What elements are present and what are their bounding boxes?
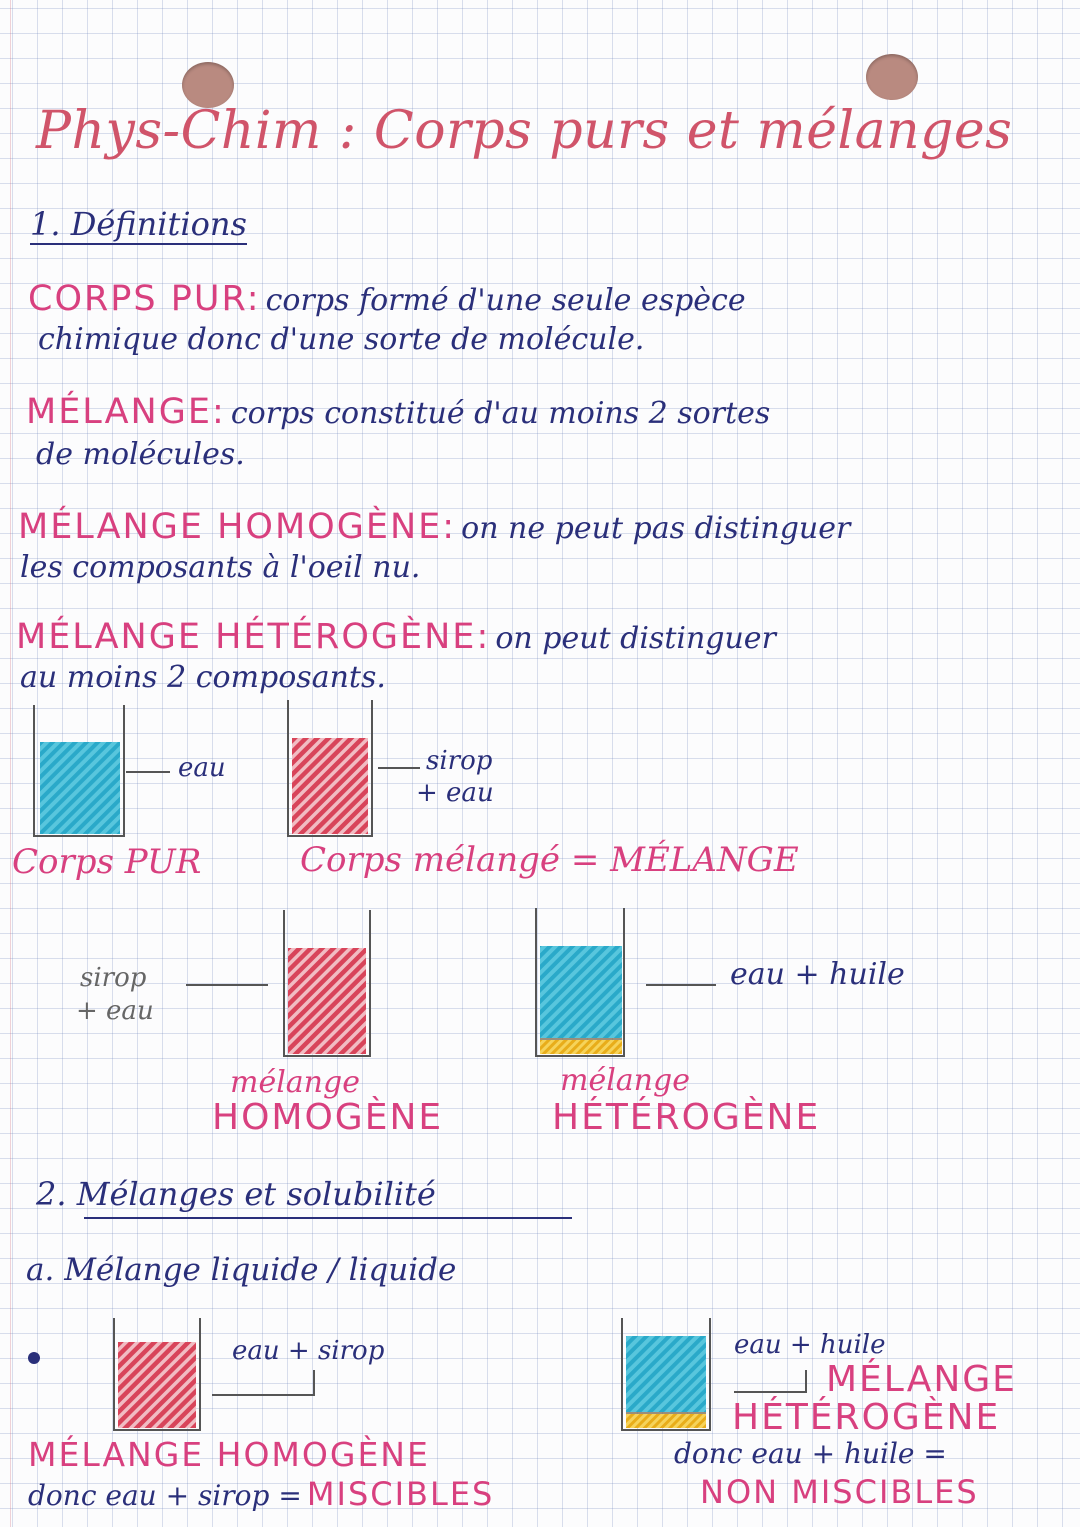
conclusion-miscibles bbox=[28, 1475, 495, 1513]
term-separator: : bbox=[246, 279, 261, 319]
section-2a-subheading: a. Mélange liquide / liquide bbox=[26, 1252, 457, 1288]
beaker-heterogene bbox=[536, 908, 624, 1056]
conclusion-prefix: donc eau + sirop = bbox=[28, 1479, 302, 1512]
definition-text-line1: on peut distinguer bbox=[495, 621, 776, 656]
bracket-line bbox=[212, 1370, 314, 1395]
definition-melange-line2: de molécules. bbox=[36, 437, 245, 472]
definition-text-line1: on ne peut pas distinguer bbox=[461, 511, 851, 546]
bullet-dot bbox=[28, 1352, 40, 1364]
label-plus-eau: + eau bbox=[416, 778, 494, 808]
beaker-eau-huile bbox=[622, 1318, 710, 1430]
term-melange: MÉLANGE bbox=[26, 392, 212, 432]
caption-melange-homogene-2: HOMOGÈNE bbox=[212, 1097, 444, 1138]
definition-text-line1: corps constitué d'au moins 2 sortes bbox=[230, 396, 771, 431]
caption-melange-heterogene-2: HÉTÉROGÈNE bbox=[552, 1097, 821, 1138]
beaker-eau-sirop bbox=[114, 1318, 200, 1430]
term-separator: : bbox=[211, 392, 226, 432]
caption-melange-heterogene-1: mélange bbox=[560, 1063, 690, 1098]
label-eau-huile-section2: eau + huile bbox=[734, 1330, 886, 1360]
term-separator: : bbox=[476, 617, 491, 657]
label-eau-sirop: eau + sirop bbox=[232, 1336, 385, 1366]
term-separator: : bbox=[442, 507, 457, 547]
result-melange-homogene: MÉLANGE HOMOGÈNE bbox=[28, 1435, 430, 1474]
bracket-line bbox=[734, 1370, 806, 1392]
label-eau-huile: eau + huile bbox=[730, 957, 905, 992]
label-sirop: sirop bbox=[80, 963, 147, 993]
caption-melange-homogene-1: mélange bbox=[230, 1065, 360, 1100]
page-title: Phys-Chim : Corps purs et mélanges bbox=[36, 101, 1013, 161]
definition-heterogene-line2: au moins 2 composants. bbox=[20, 660, 386, 695]
section-2-heading: 2. Mélanges et solubilité bbox=[36, 1175, 436, 1213]
definition-corps-pur-line2: chimique donc d'une sorte de molécule. bbox=[38, 322, 645, 357]
term-melange-homogene: MÉLANGE HOMOGÈNE bbox=[18, 507, 443, 547]
label-plus-eau: + eau bbox=[76, 996, 154, 1026]
result-melange: MÉLANGE bbox=[826, 1359, 1017, 1400]
beaker-sirop-eau bbox=[288, 700, 372, 836]
term-corps-pur: CORPS PUR bbox=[28, 279, 247, 319]
result-heterogene: HÉTÉROGÈNE bbox=[732, 1397, 1001, 1438]
conclusion-prefix-right: donc eau + huile = bbox=[674, 1437, 947, 1470]
beaker-eau bbox=[34, 705, 124, 836]
section-1-heading: 1. Définitions bbox=[30, 205, 247, 243]
term-melange-heterogene: MÉLANGE HÉTÉROGÈNE bbox=[16, 617, 477, 657]
beaker-homogene bbox=[284, 910, 370, 1056]
label-eau: eau bbox=[178, 753, 226, 783]
conclusion-value: MISCIBLES bbox=[306, 1475, 495, 1513]
caption-corps-melange: Corps mélangé = MÉLANGE bbox=[300, 840, 799, 880]
caption-corps-pur: Corps PUR bbox=[12, 842, 202, 882]
label-sirop: sirop bbox=[426, 746, 493, 776]
definition-homogene-line2: les composants à l'oeil nu. bbox=[20, 550, 421, 585]
definition-text-line1: corps formé d'une seule espèce bbox=[265, 283, 746, 318]
conclusion-non-miscibles: NON MISCIBLES bbox=[700, 1473, 979, 1511]
